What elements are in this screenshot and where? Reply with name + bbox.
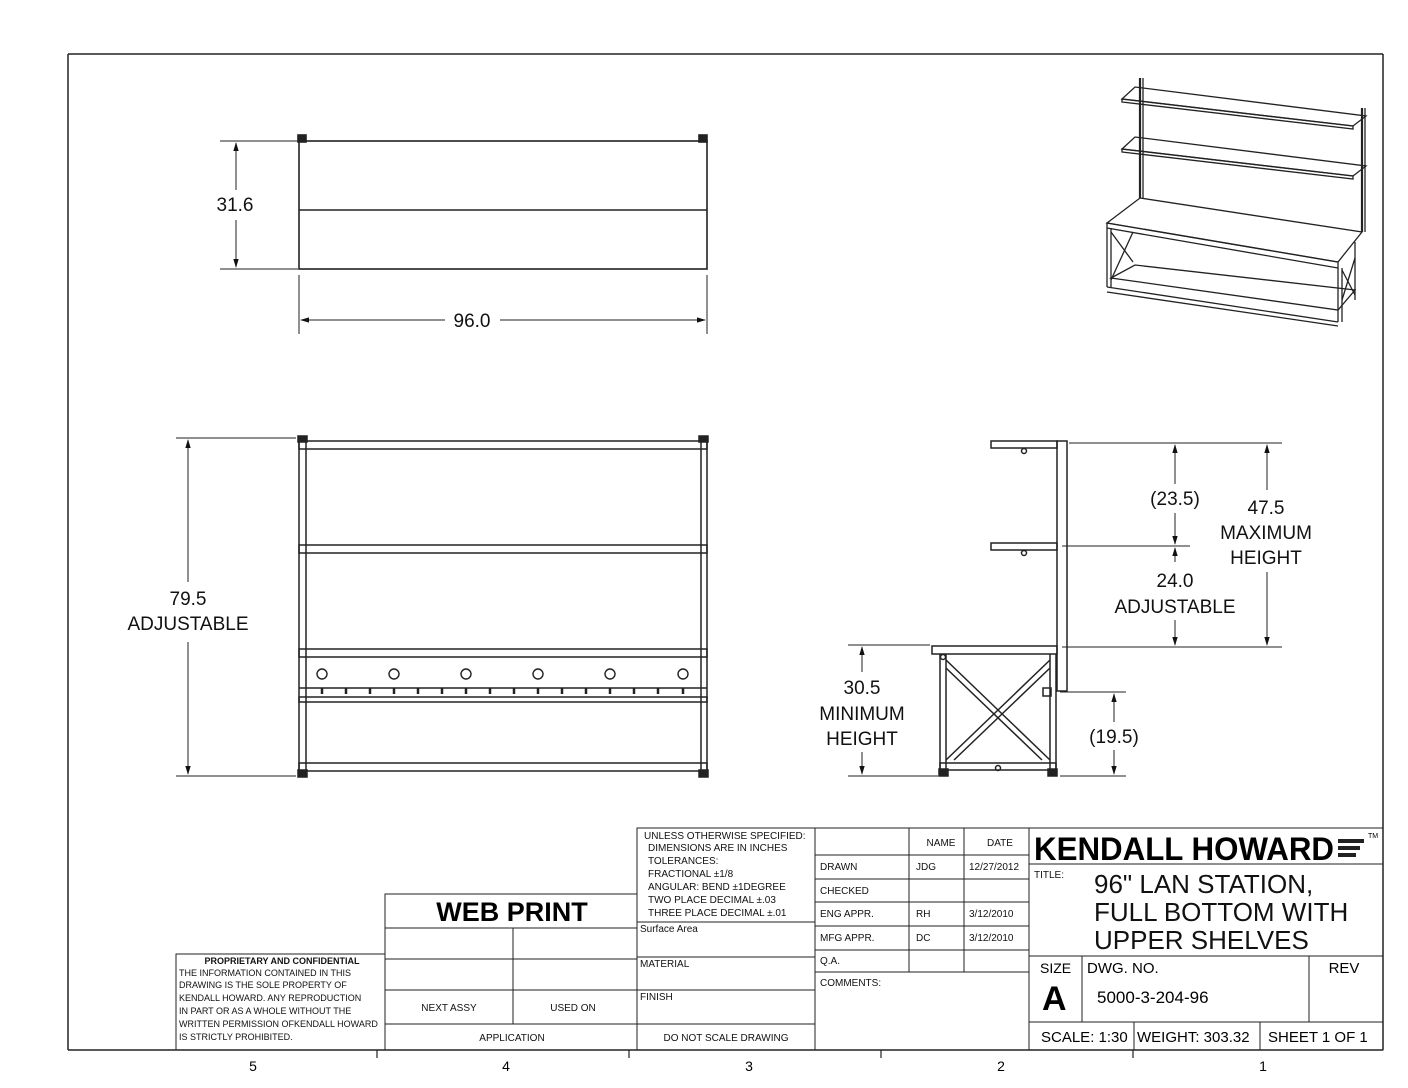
top-view [298, 135, 707, 269]
comments-label: COMMENTS: [820, 978, 882, 989]
approval-role: ENG APPR. [820, 909, 874, 920]
zone-label: 2 [997, 1058, 1005, 1074]
approval-name: RH [916, 909, 931, 920]
dimension-height: 31.6 [216, 195, 254, 216]
used-on-label: USED ON [550, 1003, 596, 1014]
dimension-note: ADJUSTABLE [1114, 597, 1236, 618]
zone-label: 1 [1259, 1058, 1267, 1074]
side-view [932, 441, 1067, 776]
dwg-no-label: DWG. NO. [1087, 960, 1159, 977]
zone-label: 5 [249, 1058, 257, 1074]
notice-line: KENDALL HOWARD. ANY REPRODUCTION [179, 993, 362, 1003]
size-value: A [1042, 980, 1067, 1018]
top-view-dimensions [220, 141, 707, 334]
finish-label: FINISH [640, 992, 673, 1003]
front-view [298, 436, 708, 777]
sheet-label: SHEET 1 OF 1 [1268, 1029, 1368, 1046]
notice-line: IN PART OR AS A WHOLE WITHOUT THE [179, 1006, 352, 1016]
notice-line: DRAWING IS THE SOLE PROPERTY OF [179, 980, 347, 990]
dwg-no-value: 5000-3-204-96 [1097, 988, 1209, 1007]
trademark-mark: TM [1368, 833, 1379, 840]
approval-name: DC [916, 933, 931, 944]
dimension-note: HEIGHT [1230, 548, 1302, 569]
spec-line: DIMENSIONS ARE IN INCHES [648, 843, 788, 854]
spec-line: TWO PLACE DECIMAL ±.03 [648, 895, 776, 906]
approval-name: JDG [916, 862, 936, 873]
spec-line: THREE PLACE DECIMAL ±.01 [648, 908, 787, 919]
notice-line: WRITTEN PERMISSION OFKENDALL HOWARD [179, 1019, 378, 1029]
approval-role: MFG APPR. [820, 933, 875, 944]
notice-line: IS STRICTLY PROHIBITED. [179, 1032, 293, 1042]
web-print-label: WEB PRINT [436, 897, 588, 927]
notice-heading: PROPRIETARY AND CONFIDENTIAL [204, 956, 360, 966]
dimension-adjustable-range: 24.0 [1156, 571, 1194, 592]
dimension-lower: (19.5) [1089, 727, 1139, 748]
size-label: SIZE [1040, 960, 1072, 976]
drawing-title-line: UPPER SHELVES [1094, 925, 1309, 955]
spec-line: ANGULAR: BEND ±1DEGREE [648, 882, 786, 893]
dimension-note: MAXIMUM [1220, 523, 1312, 544]
dimension-note: MINIMUM [819, 704, 905, 725]
approval-role: CHECKED [820, 886, 869, 897]
material-label: MATERIAL [640, 959, 690, 970]
zone-label: 4 [502, 1058, 510, 1074]
grommet-holes [317, 669, 688, 679]
notice-line: THE INFORMATION CONTAINED IN THIS [179, 968, 352, 978]
spec-line: UNLESS OTHERWISE SPECIFIED: [644, 831, 806, 842]
dimension-shelf-spacing: (23.5) [1150, 489, 1200, 510]
dimension-width: 96.0 [453, 311, 491, 332]
approvals-header-date: DATE [987, 838, 1013, 849]
drawing-title-line: FULL BOTTOM WITH [1094, 897, 1349, 927]
approval-role: DRAWN [820, 862, 858, 873]
surface-area-label: Surface Area [640, 924, 698, 935]
dimension-note: ADJUSTABLE [127, 614, 249, 635]
scale-label: SCALE: 1:30 [1041, 1029, 1128, 1046]
approvals-header-name: NAME [926, 838, 956, 849]
no-scale-label: DO NOT SCALE DRAWING [663, 1033, 789, 1044]
application-label: APPLICATION [479, 1033, 545, 1044]
spec-line: TOLERANCES: [648, 856, 719, 867]
approval-date: 3/12/2010 [969, 909, 1014, 920]
zone-label: 3 [745, 1058, 753, 1074]
rev-label: REV [1328, 960, 1360, 977]
approval-role: Q.A. [820, 956, 841, 967]
slot-ticks [322, 688, 683, 694]
dimension-overall-height: 79.5 [169, 589, 207, 610]
dimension-min-height: 30.5 [843, 678, 881, 699]
next-assy-label: NEXT ASSY [421, 1003, 477, 1014]
zone-ticks [377, 1050, 1133, 1058]
drawing-title-line: 96" LAN STATION, [1094, 869, 1314, 899]
approval-date: 3/12/2010 [969, 933, 1014, 944]
weight-label: WEIGHT: 303.32 [1137, 1029, 1250, 1046]
company-logo-text: KENDALL HOWARD [1034, 831, 1334, 867]
dimension-note: HEIGHT [826, 729, 898, 750]
title-label: TITLE: [1034, 870, 1065, 881]
logo-bars-icon [1338, 839, 1364, 857]
spec-line: FRACTIONAL ±1/8 [648, 869, 734, 880]
approval-date: 12/27/2012 [969, 862, 1020, 873]
dimension-max-height: 47.5 [1247, 498, 1285, 519]
isometric-view [1107, 78, 1366, 326]
